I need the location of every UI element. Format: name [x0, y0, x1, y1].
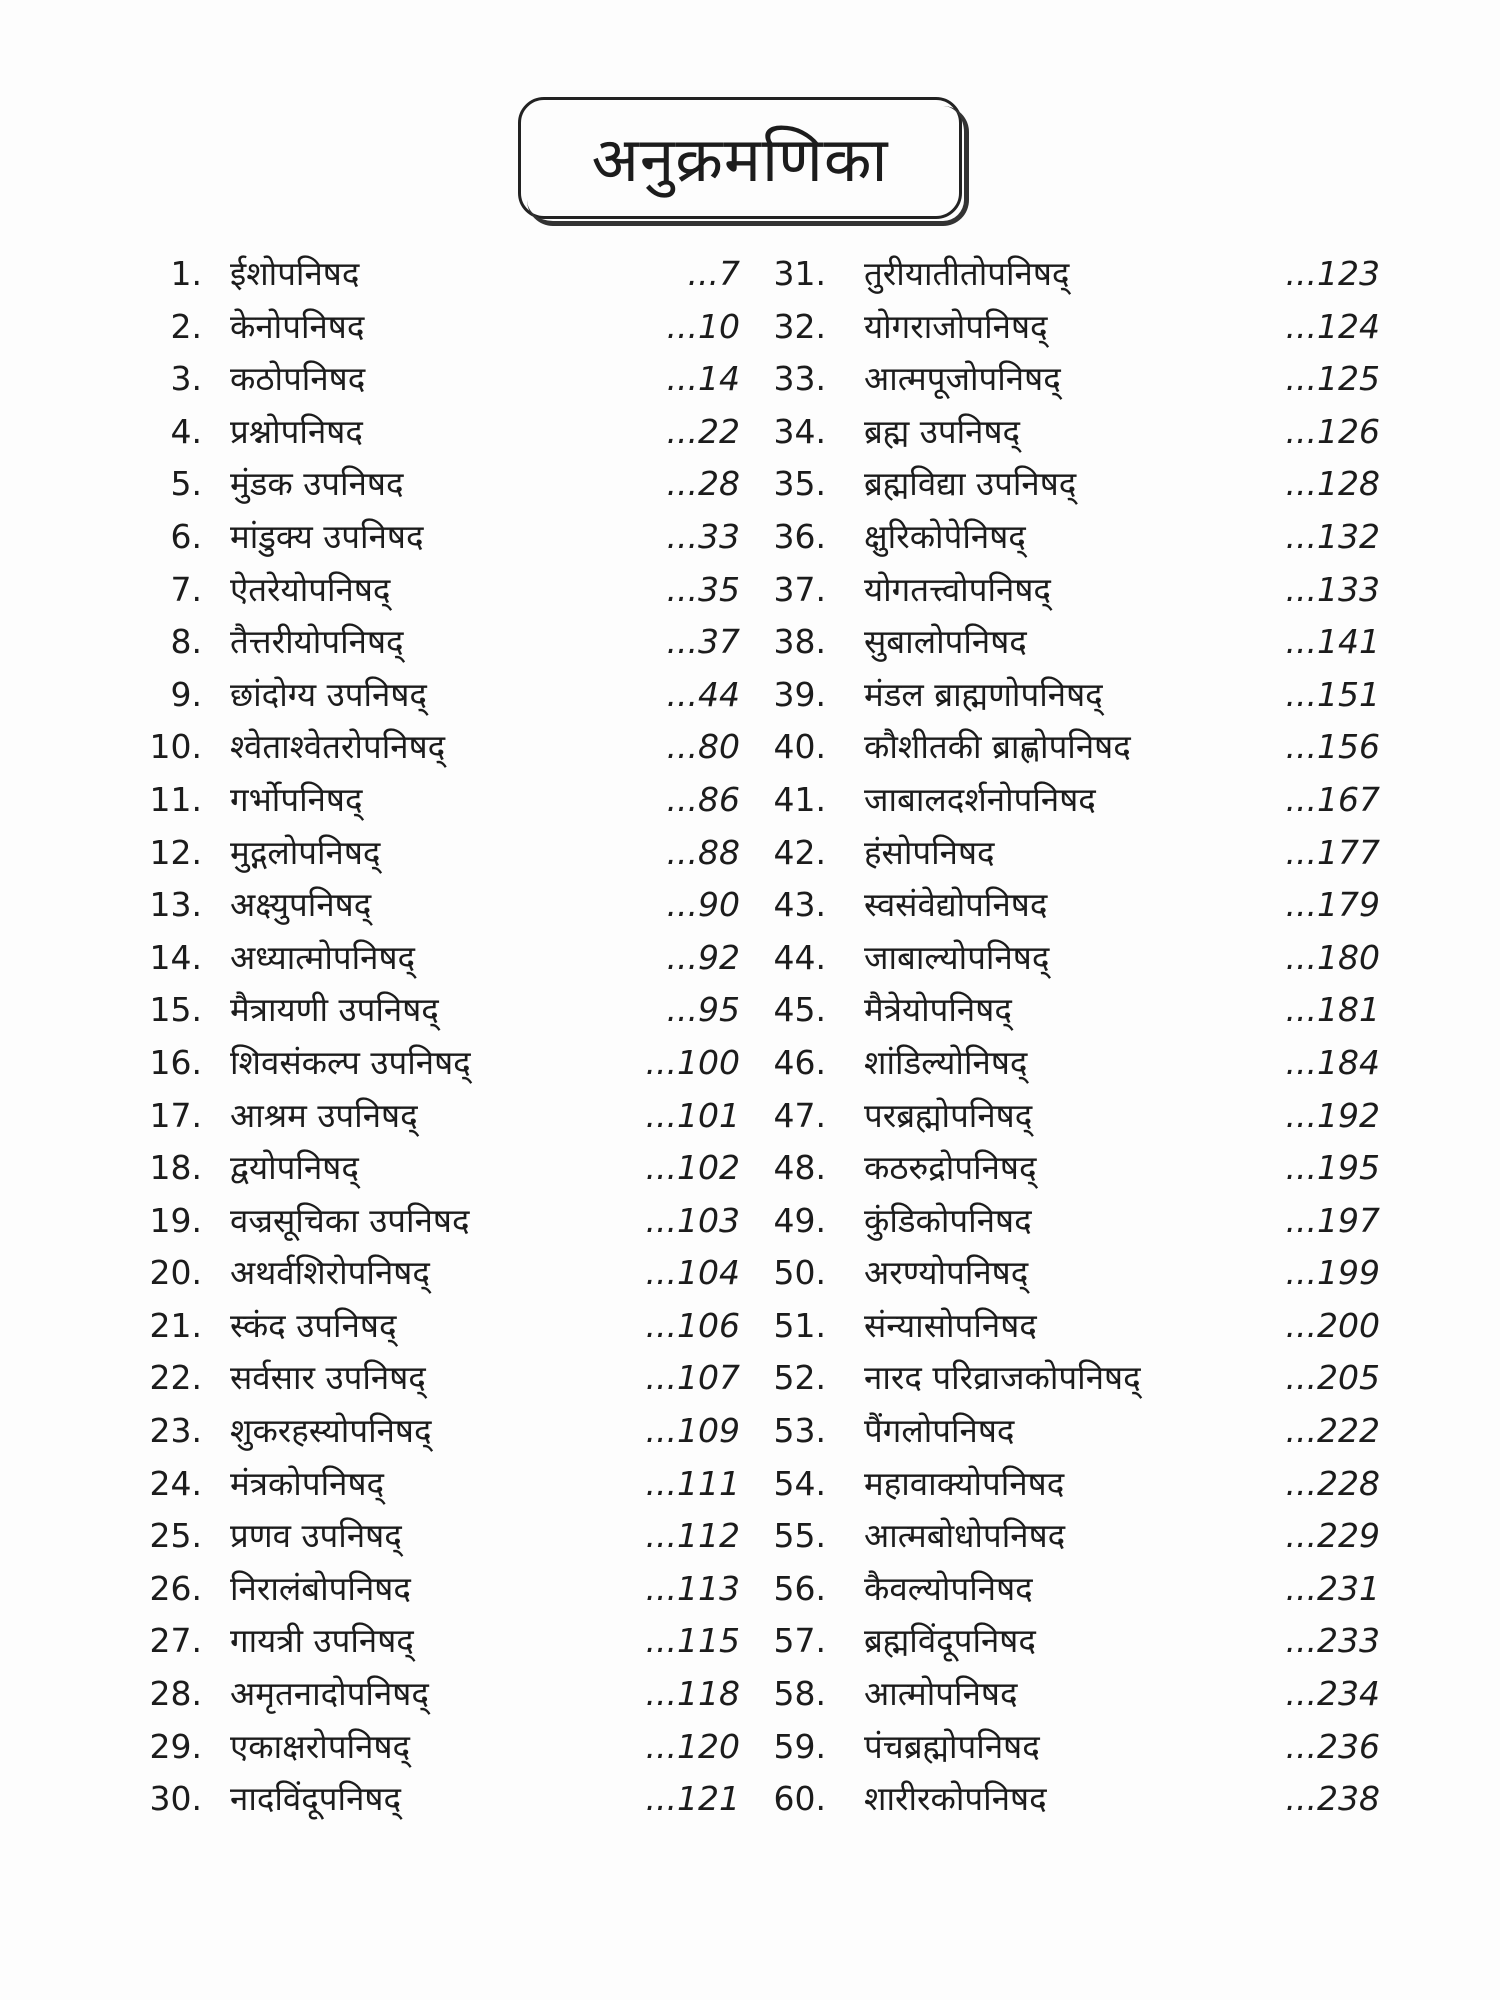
- entry-title: मुंडक उपनिषद: [230, 464, 404, 504]
- toc-entry: [140, 564, 740, 617]
- entry-title: आत्मपूजोपनिषद्: [864, 359, 1061, 399]
- entry-number: 2.: [170, 306, 202, 346]
- entry-page-number: ...118: [645, 1674, 740, 1714]
- toc-entry: [140, 353, 740, 406]
- toc-entry: [760, 1510, 1380, 1563]
- entry-title: संन्यासोपनिषद: [864, 1305, 1037, 1345]
- entry-number: 54.: [773, 1463, 826, 1503]
- entry-page-number: ...111: [645, 1463, 740, 1503]
- entry-title: केनोपनिषद: [230, 306, 365, 346]
- entry-title: तैत्तरीयोपनिषद्: [230, 622, 404, 662]
- entry-number: 52.: [773, 1358, 826, 1398]
- toc-entry: [140, 1721, 740, 1774]
- entry-number: 56.: [773, 1568, 826, 1608]
- entry-page-number: ...197: [1285, 1200, 1380, 1240]
- entry-number: 3.: [170, 359, 202, 399]
- entry-number: 30.: [149, 1779, 202, 1819]
- entry-page-number: ...177: [1285, 832, 1380, 872]
- entry-page-number: ...92: [666, 937, 740, 977]
- toc-entry: [760, 1405, 1380, 1458]
- toc-entry: [140, 1090, 740, 1143]
- toc-entry: [140, 616, 740, 669]
- entry-title: गायत्री उपनिषद्: [230, 1621, 414, 1661]
- entry-page-number: ...181: [1285, 990, 1380, 1030]
- entry-number: 5.: [170, 464, 202, 504]
- toc-entry: [760, 1300, 1380, 1353]
- entry-number: 15.: [149, 990, 202, 1030]
- entry-title: शिवसंकल्प उपनिषद्: [230, 1042, 471, 1082]
- toc-entry: [760, 511, 1380, 564]
- entry-title: मैत्रेयोपनिषद्: [864, 990, 1012, 1030]
- entry-title: मंडल ब्राह्मणोपनिषद्: [864, 674, 1103, 714]
- toc-entry: [760, 984, 1380, 1037]
- toc-entry: [140, 1247, 740, 1300]
- toc-entry: [140, 721, 740, 774]
- toc-entry: [760, 1142, 1380, 1195]
- entry-number: 24.: [149, 1463, 202, 1503]
- toc-entry: [760, 616, 1380, 669]
- entry-number: 29.: [149, 1726, 202, 1766]
- entry-page-number: ...126: [1285, 411, 1380, 451]
- entry-title: एकाक्षरोपनिषद्: [230, 1726, 411, 1766]
- toc-entry: [140, 1352, 740, 1405]
- entry-title: कठोपनिषद: [230, 359, 366, 399]
- entry-title: निरालंबोपनिषद: [230, 1568, 411, 1608]
- entry-title: कैवल्योपनिषद: [864, 1568, 1033, 1608]
- toc-entry: [760, 827, 1380, 880]
- entry-title: द्वयोपनिषद्: [230, 1148, 359, 1188]
- entry-number: 46.: [773, 1042, 826, 1082]
- entry-title: प्रणव उपनिषद्: [230, 1516, 402, 1556]
- entry-title: क्षुरिकोपेनिषद्: [864, 516, 1026, 556]
- entry-number: 50.: [773, 1253, 826, 1293]
- entry-number: 34.: [773, 411, 826, 451]
- entry-page-number: ...90: [666, 885, 740, 925]
- entry-title: नादविंदूपनिषद्: [230, 1779, 402, 1819]
- entry-number: 35.: [773, 464, 826, 504]
- entry-page-number: ...236: [1285, 1726, 1380, 1766]
- entry-page-number: ...179: [1285, 885, 1380, 925]
- entry-title: ऐतरेयोपनिषद्: [230, 569, 391, 609]
- entry-number: 31.: [773, 254, 826, 293]
- entry-number: 19.: [149, 1200, 202, 1240]
- entry-number: 39.: [773, 674, 826, 714]
- entry-page-number: ...100: [645, 1042, 740, 1082]
- toc-entry: [760, 1352, 1380, 1405]
- toc-entry: [140, 511, 740, 564]
- entry-number: 58.: [773, 1674, 826, 1714]
- toc-entry: [760, 1090, 1380, 1143]
- entry-number: 9.: [170, 674, 202, 714]
- entry-page-number: ...180: [1285, 937, 1380, 977]
- entry-page-number: ...115: [645, 1621, 740, 1661]
- entry-title: प्रश्नोपनिषद: [230, 411, 363, 451]
- entry-number: 8.: [170, 622, 202, 662]
- entry-title: शांडिल्योनिषद्: [864, 1042, 1028, 1082]
- entry-page-number: ...80: [666, 727, 740, 767]
- entry-page-number: ...102: [645, 1148, 740, 1188]
- entry-page-number: ...107: [645, 1358, 740, 1398]
- toc-entry: [760, 774, 1380, 827]
- entry-number: 42.: [773, 832, 826, 872]
- toc-entry: [760, 932, 1380, 985]
- toc-entry: [140, 1195, 740, 1248]
- toc-entry: [140, 1510, 740, 1563]
- entry-number: 18.: [149, 1148, 202, 1188]
- entry-number: 28.: [149, 1674, 202, 1714]
- entry-page-number: ...14: [666, 359, 740, 399]
- entry-number: 11.: [149, 779, 202, 819]
- entry-title: नारद परिव्राजकोपनिषद्: [864, 1358, 1141, 1398]
- entry-number: 7.: [170, 569, 202, 609]
- toc-entry: [140, 1615, 740, 1668]
- entry-page-number: ...120: [645, 1726, 740, 1766]
- entry-number: 26.: [149, 1568, 202, 1608]
- toc-entry: [760, 301, 1380, 354]
- entry-number: 48.: [773, 1148, 826, 1188]
- entry-title: अमृतनादोपनिषद्: [230, 1674, 429, 1714]
- entry-title: आश्रम उपनिषद्: [230, 1095, 418, 1135]
- entry-number: 43.: [773, 885, 826, 925]
- toc-entry: [140, 1668, 740, 1721]
- entry-number: 4.: [170, 411, 202, 451]
- toc-entry: [760, 248, 1380, 301]
- entry-title: छांदोग्य उपनिषद्: [230, 674, 427, 714]
- toc-entry: [140, 774, 740, 827]
- entry-title: वज्रसूचिका उपनिषद: [230, 1200, 470, 1240]
- entry-number: 17.: [149, 1095, 202, 1135]
- entry-number: 1.: [170, 254, 202, 293]
- entry-title: अध्यात्मोपनिषद्: [230, 937, 416, 977]
- entry-page-number: ...106: [645, 1305, 740, 1345]
- toc-entry: [760, 669, 1380, 722]
- toc-entry: [760, 1563, 1380, 1616]
- toc-entry: [760, 564, 1380, 617]
- page-title: अनुक्रमणिका: [591, 123, 889, 196]
- entry-page-number: ...192: [1285, 1095, 1380, 1135]
- toc-entry: [760, 879, 1380, 932]
- entry-number: 27.: [149, 1621, 202, 1661]
- entry-number: 20.: [149, 1253, 202, 1293]
- entry-title: सुबालोपनिषद: [864, 622, 1027, 662]
- entry-title: गर्भोपनिषद्: [230, 779, 363, 819]
- entry-number: 32.: [773, 306, 826, 346]
- entry-title: पंचब्रह्मोपनिषद: [864, 1726, 1040, 1766]
- entry-number: 60.: [773, 1779, 826, 1819]
- entry-number: 44.: [773, 937, 826, 977]
- toc-entry: [140, 248, 740, 301]
- toc-entry: [760, 1037, 1380, 1090]
- entry-title: जाबालदर्शनोपनिषद: [864, 779, 1096, 819]
- entry-page-number: ...124: [1285, 306, 1380, 346]
- entry-page-number: ...125: [1285, 359, 1380, 399]
- entry-page-number: ...95: [666, 990, 740, 1030]
- toc-entry: [140, 879, 740, 932]
- toc-left-column: [140, 248, 740, 1826]
- entry-page-number: ...33: [666, 516, 740, 556]
- entry-page-number: ...104: [645, 1253, 740, 1293]
- toc-entry: [140, 1773, 740, 1826]
- entry-number: 45.: [773, 990, 826, 1030]
- entry-title: मंत्रकोपनिषद्: [230, 1463, 385, 1503]
- entry-page-number: ...35: [666, 569, 740, 609]
- entry-page-number: ...233: [1285, 1621, 1380, 1661]
- toc-right-column: [760, 248, 1380, 1826]
- entry-page-number: ...238: [1285, 1779, 1380, 1819]
- entry-page-number: ...37: [666, 622, 740, 662]
- entry-number: 13.: [149, 885, 202, 925]
- toc-entry: [760, 406, 1380, 459]
- entry-title: योगराजोपनिषद्: [864, 306, 1048, 346]
- entry-page-number: ...167: [1285, 779, 1380, 819]
- entry-number: 59.: [773, 1726, 826, 1766]
- entry-page-number: ...121: [645, 1779, 740, 1819]
- entry-page-number: ...10: [666, 306, 740, 346]
- entry-number: 53.: [773, 1411, 826, 1451]
- entry-number: 47.: [773, 1095, 826, 1135]
- entry-page-number: ...156: [1285, 727, 1380, 767]
- toc-entry: [140, 827, 740, 880]
- entry-title: ब्रह्मविंदूपनिषद: [864, 1621, 1036, 1661]
- entry-number: 38.: [773, 622, 826, 662]
- entry-page-number: ...128: [1285, 464, 1380, 504]
- entry-number: 12.: [149, 832, 202, 872]
- toc-entry: [140, 1458, 740, 1511]
- entry-page-number: ...222: [1285, 1411, 1380, 1451]
- toc-entry: [760, 1247, 1380, 1300]
- entry-title: मुद्गलोपनिषद्: [230, 832, 381, 872]
- toc-entry: [140, 458, 740, 511]
- toc-entry: [140, 1563, 740, 1616]
- entry-page-number: ...199: [1285, 1253, 1380, 1293]
- entry-page-number: ...231: [1285, 1568, 1380, 1608]
- toc-entry: [140, 1142, 740, 1195]
- entry-page-number: ...28: [666, 464, 740, 504]
- entry-title: पैंगलोपनिषद: [864, 1411, 1015, 1451]
- entry-page-number: ...7: [687, 254, 740, 293]
- entry-page-number: ...151: [1285, 674, 1380, 714]
- entry-title: कठरुद्रोपनिषद्: [864, 1148, 1037, 1188]
- toc-entry: [760, 1195, 1380, 1248]
- entry-number: 6.: [170, 516, 202, 556]
- toc-entry: [140, 1405, 740, 1458]
- entry-number: 57.: [773, 1621, 826, 1661]
- entry-title: आत्मबोधोपनिषद: [864, 1516, 1066, 1556]
- entry-title: शुकरहस्योपनिषद्: [230, 1411, 432, 1451]
- entry-page-number: ...86: [666, 779, 740, 819]
- entry-number: 41.: [773, 779, 826, 819]
- entry-page-number: ...141: [1285, 622, 1380, 662]
- entry-title: ब्रह्म उपनिषद्: [864, 411, 1021, 451]
- toc-entry: [760, 1458, 1380, 1511]
- toc-entry: [140, 669, 740, 722]
- entry-page-number: ...234: [1285, 1674, 1380, 1714]
- entry-page-number: ...184: [1285, 1042, 1380, 1082]
- entry-page-number: ...113: [645, 1568, 740, 1608]
- entry-number: 37.: [773, 569, 826, 609]
- entry-title: ईशोपनिषद: [230, 254, 360, 293]
- toc-entry: [760, 1668, 1380, 1721]
- toc-entry: [140, 1300, 740, 1353]
- toc-entry: [140, 406, 740, 459]
- entry-page-number: ...195: [1285, 1148, 1380, 1188]
- entry-title: स्कंद उपनिषद्: [230, 1305, 397, 1345]
- toc-entry: [140, 984, 740, 1037]
- entry-page-number: ...88: [666, 832, 740, 872]
- toc-entry: [140, 301, 740, 354]
- entry-title: आत्मोपनिषद: [864, 1674, 1018, 1714]
- entry-title: कौशीतकी ब्राह्णोपनिषद: [864, 727, 1131, 767]
- entry-number: 10.: [149, 727, 202, 767]
- toc-entry: [760, 1773, 1380, 1826]
- toc-entry: [140, 932, 740, 985]
- entry-title: परब्रह्मोपनिषद्: [864, 1095, 1033, 1135]
- toc-entry: [760, 458, 1380, 511]
- entry-title: सर्वसार उपनिषद्: [230, 1358, 426, 1398]
- entry-number: 22.: [149, 1358, 202, 1398]
- entry-page-number: ...109: [645, 1411, 740, 1451]
- entry-number: 51.: [773, 1305, 826, 1345]
- entry-page-number: ...22: [666, 411, 740, 451]
- entry-title: श्वेताश्वेतरोपनिषद्: [230, 727, 446, 767]
- entry-page-number: ...112: [645, 1516, 740, 1556]
- toc-entry: [760, 1721, 1380, 1774]
- entry-number: 55.: [773, 1516, 826, 1556]
- entry-page-number: ...133: [1285, 569, 1380, 609]
- entry-title: महावाक्योपनिषद: [864, 1463, 1065, 1503]
- entry-page-number: ...132: [1285, 516, 1380, 556]
- entry-number: 33.: [773, 359, 826, 399]
- entry-title: कुंडिकोपनिषद: [864, 1200, 1032, 1240]
- entry-number: 40.: [773, 727, 826, 767]
- entry-page-number: ...123: [1285, 254, 1380, 293]
- entry-title: तुरीयातीतोपनिषद्: [864, 254, 1070, 293]
- entry-title: अथर्वशिरोपनिषद्: [230, 1253, 430, 1293]
- toc-entry: [760, 1615, 1380, 1668]
- entry-page-number: ...44: [666, 674, 740, 714]
- entry-title: हंसोपनिषद: [864, 832, 995, 872]
- entry-title: मांडुक्य उपनिषद: [230, 516, 424, 556]
- entry-title: ब्रह्मविद्या उपनिषद्: [864, 464, 1077, 504]
- entry-number: 16.: [149, 1042, 202, 1082]
- toc-entry: [760, 353, 1380, 406]
- entry-title: जाबाल्योपनिषद्: [864, 937, 1050, 977]
- entry-page-number: ...229: [1285, 1516, 1380, 1556]
- entry-number: 14.: [149, 937, 202, 977]
- entry-page-number: ...200: [1285, 1305, 1380, 1345]
- entry-number: 25.: [149, 1516, 202, 1556]
- entry-page-number: ...103: [645, 1200, 740, 1240]
- entry-title: स्वसंवेद्योपनिषद: [864, 885, 1048, 925]
- entry-number: 23.: [149, 1411, 202, 1451]
- entry-page-number: ...101: [645, 1095, 740, 1135]
- toc-entry: [760, 721, 1380, 774]
- entry-page-number: ...228: [1285, 1463, 1380, 1503]
- entry-title: अरण्योपनिषद्: [864, 1253, 1029, 1293]
- entry-title: योगतत्त्वोपनिषद्: [864, 569, 1051, 609]
- title-box: [518, 97, 962, 219]
- entry-page-number: ...205: [1285, 1358, 1380, 1398]
- entry-title: मैत्रायणी उपनिषद्: [230, 990, 439, 1030]
- entry-title: अक्ष्युपनिषद्: [230, 885, 372, 925]
- toc-entry: [140, 1037, 740, 1090]
- entry-title: शारीरकोपनिषद: [864, 1779, 1047, 1819]
- entry-number: 49.: [773, 1200, 826, 1240]
- entry-number: 36.: [773, 516, 826, 556]
- entry-number: 21.: [149, 1305, 202, 1345]
